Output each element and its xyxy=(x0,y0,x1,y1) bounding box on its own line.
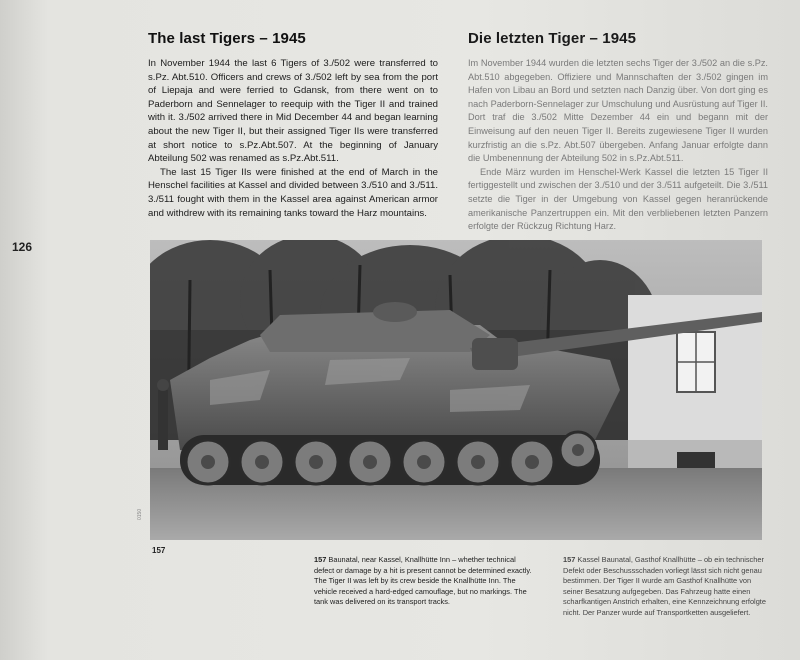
english-caption xyxy=(314,555,536,608)
german-paragraph-1: Im November 1944 wurden die letzten sechs Tiger der 3./502 an die s.Pz. Abt.510 abgegeben. Offiziere und Mannschaften der 3./502 gingen im Hafen von Libau an Bord und setzten nach Danzig über. Von dort ging es nach Paderborn-Sennelager zur Umschulung und Ausrüstung auf Tiger II. Dort traf die 3./502 Mitte Dezember 44 ein und begann mit der Einweisung auf den neuen Tiger II. Bereits zugewiesene Tiger II wurden kurzfristig an die s.Pz. Abt.507 übergeben. Anfang Januar erfolgte dann die Umbenennung der Abteilung 502 in s.Pz.Abt.511. xyxy=(468,58,768,164)
german-paragraph-2: Ende März wurden im Henschel-Werk Kassel die letzten 15 Tiger II fertiggestellt und zwischen der 3./510 und der 3./511 aufgeteilt. Die 3./511 setzte die Tiger in der Umgebung von Kassel gegen heranrückende amerikanische Panzertruppen ein. Mit den verbliebenen letzten Panzern erfolgte der Rückzug Richtung Harz. xyxy=(468,166,768,232)
german-title: Die letzten Tiger – 1945 xyxy=(468,30,637,47)
photo-side-label: 0150 xyxy=(137,508,143,520)
english-column xyxy=(148,30,438,220)
tank-photo xyxy=(150,240,762,540)
german-caption-number: 157 xyxy=(563,555,576,564)
english-paragraph-2: The last 15 Tiger IIs were finished at the end of March in the Henschel facilities at Kassel and divided between 3./510 and 3./511. 3./511 fought with them in the Kassel area against American armor and withdrew with its remaining tanks toward the Harz mountains. xyxy=(148,166,438,219)
german-column xyxy=(468,30,768,234)
page-number: 126 xyxy=(12,240,33,254)
german-caption-text: Kassel Baunatal, Gasthof Knallhütte – ob ein technischer Defekt oder Beschussschaden vorliegt lässt sich nicht genau bestimmen. Der Tiger II wurde am Gasthof Knallhütte von seiner Besatzung aufgegeben. Das Fahrzeug hatte einen scharfkantigen Anstrich erhalten, eine Kennzeichnung erfolgte nicht. Der Panzer wurde auf Transportketten ausgeliefert. xyxy=(563,555,766,617)
figure-number: 157 xyxy=(152,546,166,555)
german-caption xyxy=(563,555,773,619)
english-caption-number: 157 xyxy=(314,555,327,564)
tiger-ii-photo-illustration xyxy=(150,240,762,540)
english-caption-text: Baunatal, near Kassel, Knallhütte Inn – whether technical defect or damage by a hit is present cannot be determined exactly. The Tiger II was left by its crew beside the Knallhütte Inn. The vehicle received a hard-edged camouflage, but no markings. The tank was delivered on its transport tracks. xyxy=(314,555,532,607)
english-paragraph-1: In November 1944 the last 6 Tigers of 3./502 were transferred to s.Pz. Abt.510. Officers and crews of 3./502 left by sea from the port of Liepaja and were ferried to Gdansk, from there went on to Paderborn and Sennelager to reequip with the Tiger II and trained with it. 3./502 arrived there in Mid December 44 and began learning about the new Tiger II, but their assigned Tiger IIs were transferred at short notice to s.Pz.Abt.507. At the beginning of January Abteilung 502 was renamed as s.Pz.Abt.511. xyxy=(148,58,438,165)
english-title: The last Tigers – 1945 xyxy=(148,30,306,47)
